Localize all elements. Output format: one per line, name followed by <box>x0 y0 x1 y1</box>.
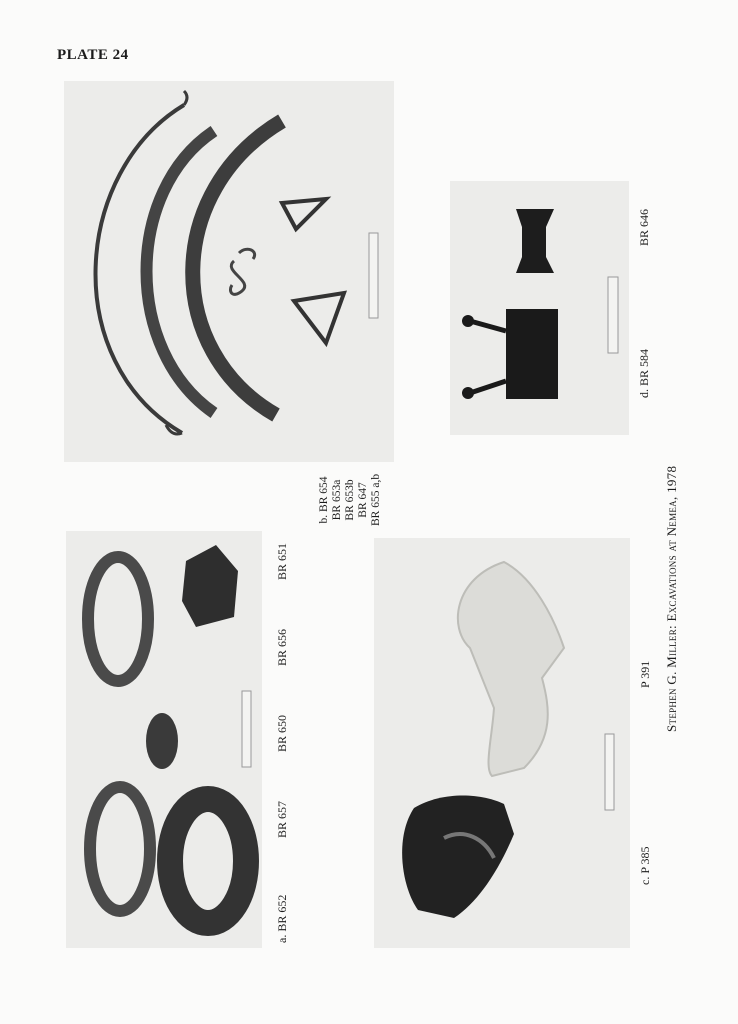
photo-d <box>450 181 629 435</box>
caption-a-br651: BR 651 <box>275 542 289 580</box>
photo-a-artifacts <box>66 531 262 948</box>
caption-b <box>318 474 383 526</box>
caption-b-br647: BR 647 <box>357 482 369 518</box>
photo-a <box>66 531 262 948</box>
caption-a-br652: a. BR 652 <box>275 894 289 943</box>
caption-d-br584: d. BR 584 <box>637 348 651 398</box>
photo-c <box>374 538 630 948</box>
photo-c-artifacts <box>374 538 630 948</box>
caption-a-br656: BR 656 <box>275 628 289 666</box>
plate-title: PLATE 24 <box>57 47 129 63</box>
running-head: Stephen G. Miller: Excavations at Nemea, 1978 <box>664 465 679 732</box>
caption-a-br650: BR 650 <box>275 714 289 752</box>
caption-b-br655ab: BR 655 a,b <box>370 473 382 526</box>
caption-c-p385: c. P 385 <box>638 846 652 885</box>
caption-a-br657: BR 657 <box>275 800 289 838</box>
caption-b-br653b: BR 653b <box>344 479 356 521</box>
caption-b-br654: b. BR 654 <box>318 476 330 524</box>
caption-b-br653a: BR 653a <box>331 479 343 521</box>
caption-c-p391: P 391 <box>638 660 652 688</box>
photo-b <box>64 81 394 462</box>
photo-d-artifacts <box>450 181 629 435</box>
caption-d-br646: BR 646 <box>637 208 651 246</box>
photo-b-artifacts <box>64 81 394 462</box>
